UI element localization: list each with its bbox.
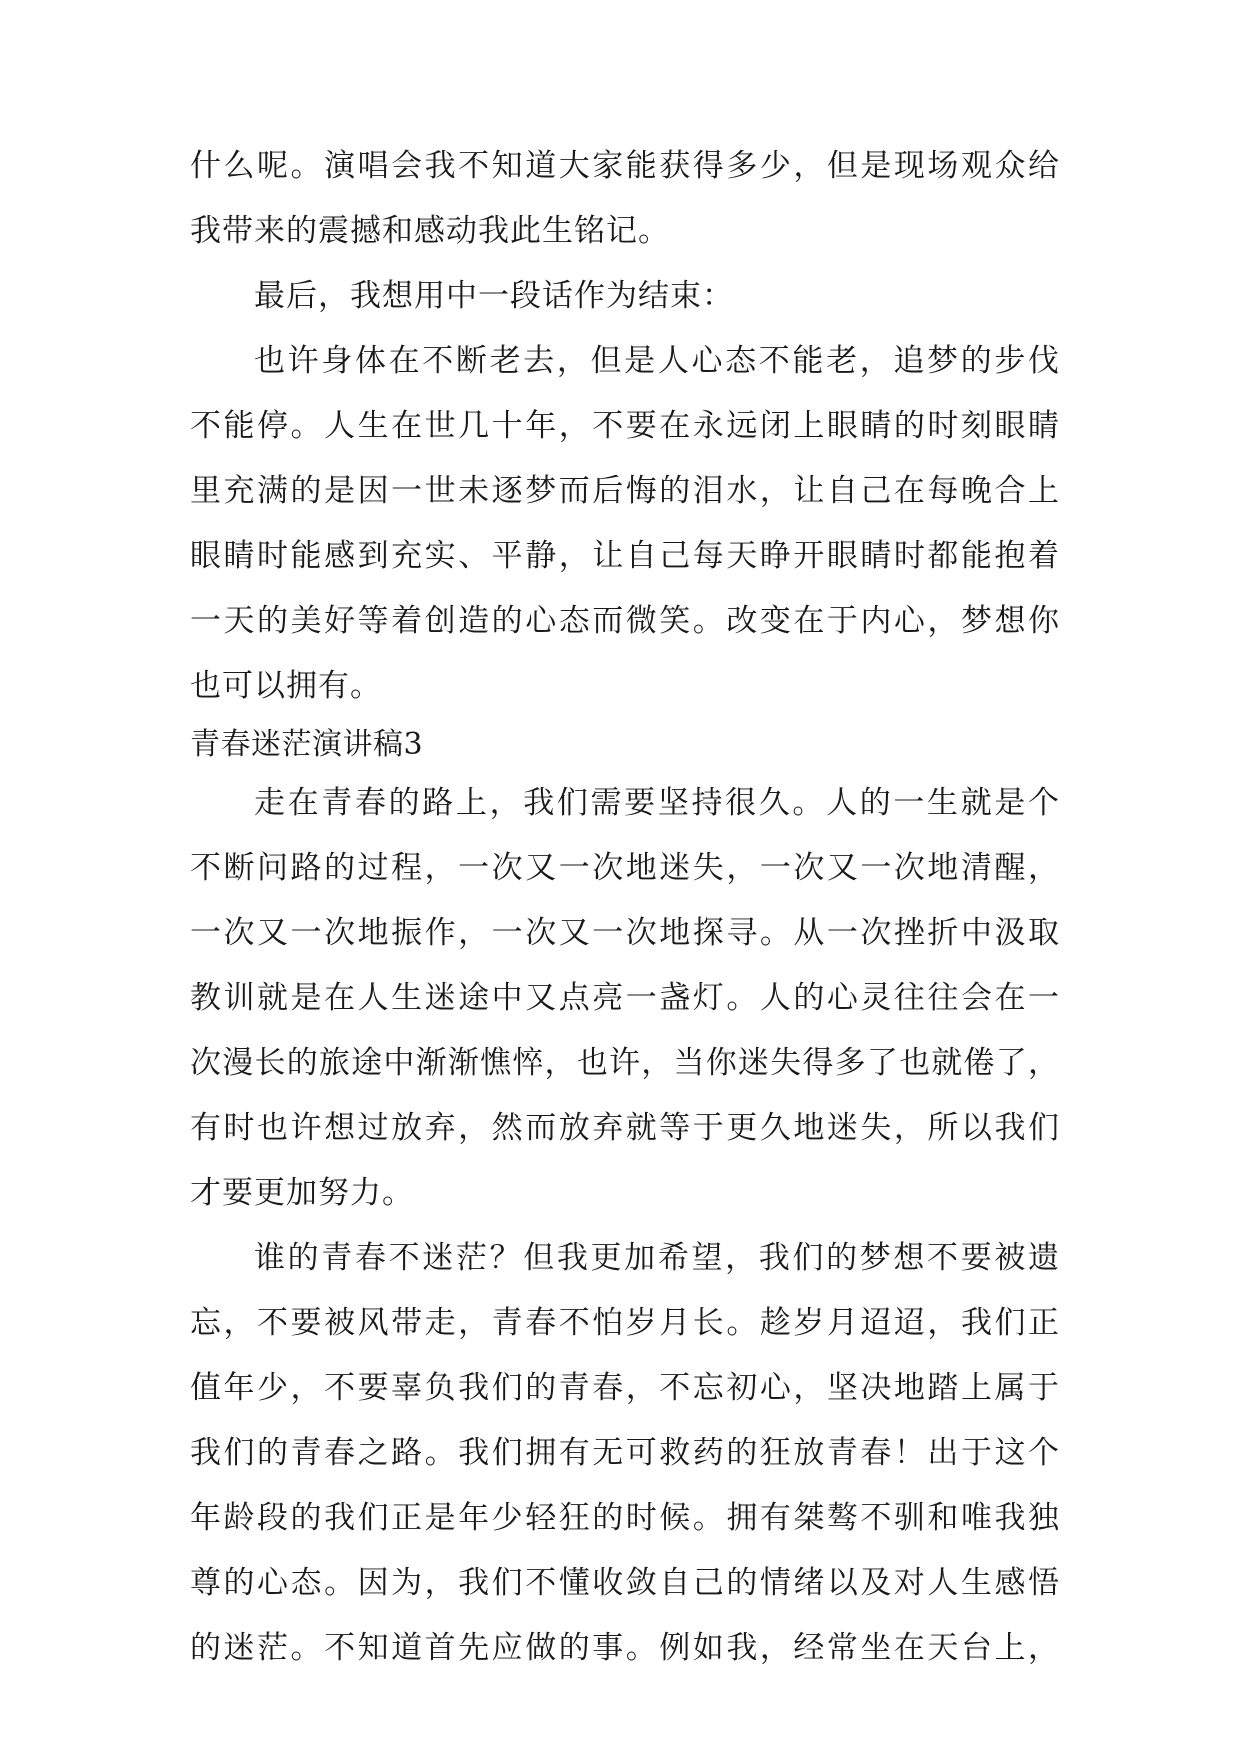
text-line: 里充满的是因一世未逐梦而后悔的泪水，让自己在每晚合上 xyxy=(190,473,1060,509)
text-line: 才要更加努力。 xyxy=(190,1175,414,1211)
text-line: 什么呢。演唱会我不知道大家能获得多少，但是现场观众给 xyxy=(190,148,1060,184)
text-line: 有时也许想过放弃，然而放弃就等于更久地迷失，所以我们 xyxy=(190,1110,1060,1146)
text-line: 我带来的震撼和感动我此生铭记。 xyxy=(190,213,670,249)
text-line: 谁的青春不迷茫？但我更加希望，我们的梦想不要被遗 xyxy=(254,1240,1060,1276)
text-line: 不能停。人生在世几十年，不要在永远闭上眼睛的时刻眼睛 xyxy=(190,408,1060,444)
text-line: 我们的青春之路。我们拥有无可救药的狂放青春！出于这个 xyxy=(190,1435,1060,1471)
section-heading: 青春迷茫演讲稿3 xyxy=(190,727,424,762)
text-line: 忘，不要被风带走，青春不怕岁月长。趁岁月迢迢，我们正 xyxy=(190,1305,1060,1341)
text-line: 也可以拥有。 xyxy=(190,668,382,704)
text-line: 不断问路的过程，一次又一次地迷失，一次又一次地清醒， xyxy=(190,850,1060,886)
text-line: 一天的美好等着创造的心态而微笑。改变在于内心，梦想你 xyxy=(190,603,1060,639)
text-line: 一次又一次地振作，一次又一次地探寻。从一次挫折中汲取 xyxy=(190,915,1060,951)
text-line: 尊的心态。因为，我们不懂收敛自己的情绪以及对人生感悟 xyxy=(190,1565,1060,1601)
text-line: 值年少，不要辜负我们的青春，不忘初心，坚决地踏上属于 xyxy=(190,1370,1060,1406)
text-line: 次漫长的旅途中渐渐憔悴，也许，当你迷失得多了也就倦了， xyxy=(190,1045,1060,1081)
text-line: 走在青春的路上，我们需要坚持很久。人的一生就是个 xyxy=(254,785,1060,821)
text-line: 的迷茫。不知道首先应做的事。例如我，经常坐在天台上， xyxy=(190,1630,1060,1666)
text-line: 眼睛时能感到充实、平静，让自己每天睁开眼睛时都能抱着 xyxy=(190,538,1060,574)
text-line: 最后，我想用中一段话作为结束： xyxy=(254,278,734,314)
text-line: 也许身体在不断老去，但是人心态不能老，追梦的步伐 xyxy=(254,343,1060,379)
text-line: 年龄段的我们正是年少轻狂的时候。拥有桀骜不驯和唯我独 xyxy=(190,1500,1060,1536)
text-line: 教训就是在人生迷途中又点亮一盏灯。人的心灵往往会在一 xyxy=(190,980,1060,1016)
